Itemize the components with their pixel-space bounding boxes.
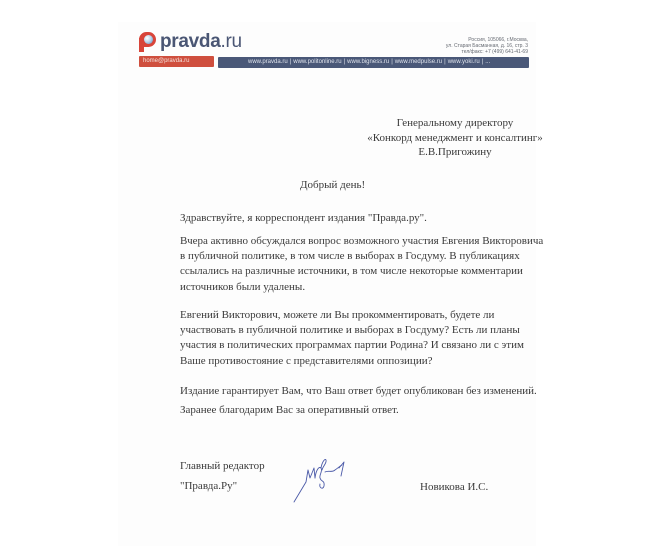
separator: | — [289, 59, 292, 65]
email-address: home@pravda.ru — [143, 58, 190, 64]
signatory-organization: "Правда.Ру" — [180, 480, 238, 492]
pravda-p-globe-icon — [139, 32, 157, 52]
paragraph-line: Заранее благодарим Вас за оперативный ответ. — [180, 404, 399, 416]
address-line: Россия, 105066, г.Москва, — [468, 37, 528, 43]
address-line: ул. Старая Басманная, д. 16, стр. 3 — [445, 43, 528, 49]
paragraph-line: источников были удалены. — [180, 280, 306, 293]
paragraph-line: Евгений Викторович, можете ли Вы прокомментировать, будете ли — [180, 309, 495, 321]
addressee-position: Генеральному директору — [396, 117, 514, 129]
site-link-more: ... — [485, 59, 491, 65]
separator: | — [444, 59, 446, 65]
email-bar — [139, 56, 214, 67]
addressee-block — [360, 116, 550, 160]
separator: | — [391, 59, 393, 65]
site-link: www.bigness.ru — [347, 59, 390, 65]
paragraph-line: в публичной политике, в том числе в выборах в Госдуму. В публикациях — [180, 250, 520, 263]
paragraph-line: Вчера активно обсуждался вопрос возможного участия Евгения Викторовича — [180, 235, 544, 247]
paragraph-guarantee — [180, 384, 537, 399]
separator: | — [481, 59, 484, 65]
greeting: Добрый день! — [300, 179, 366, 191]
separator: | — [343, 59, 346, 65]
phone-fax-line: тел/факс: +7 (499) 641-41-69 — [461, 49, 528, 55]
paragraph-line: Здравствуйте, я корреспондент издания "Правда.ру". — [180, 212, 427, 224]
handwritten-signature-icon — [292, 456, 358, 504]
addressee-company: «Конкорд менеджмент и консалтинг» — [367, 131, 543, 144]
paragraph-line: участвовать в публичной политике и выборах в Госдуму? Есть ли планы — [180, 324, 520, 337]
addressee-name: Е.В.Пригожину — [418, 146, 492, 158]
paragraph-line: участия в политических программах партии Родина? И связано ли с этим — [180, 339, 524, 352]
site-link: www.medpulse.ru — [394, 59, 443, 65]
sites-bar — [218, 57, 529, 68]
site-link: www.politonline.ru — [293, 59, 342, 65]
paragraph-question — [180, 308, 530, 369]
site-link: www.yoki.ru — [447, 59, 480, 65]
paragraph-thanks — [180, 403, 530, 418]
paragraph-line: Издание гарантирует Вам, что Ваш ответ будет опубликован без изменений. — [180, 385, 537, 397]
signatory-name: Новикова И.С. — [420, 481, 489, 493]
paragraph-line: Ваше противостояние с представителями оппозиции? — [180, 354, 433, 367]
paragraph-context — [180, 234, 544, 295]
paragraph-intro — [180, 211, 530, 226]
letterhead-address — [446, 37, 528, 55]
signatory-title: Главный редактор — [180, 460, 265, 472]
logo-wordmark: pravda.ru — [160, 31, 242, 52]
pravda-logo — [139, 31, 242, 53]
paragraph-line: ссылались на различные источники, в том числе некоторые комментарии — [180, 265, 523, 278]
site-link: www.pravda.ru — [248, 59, 288, 65]
